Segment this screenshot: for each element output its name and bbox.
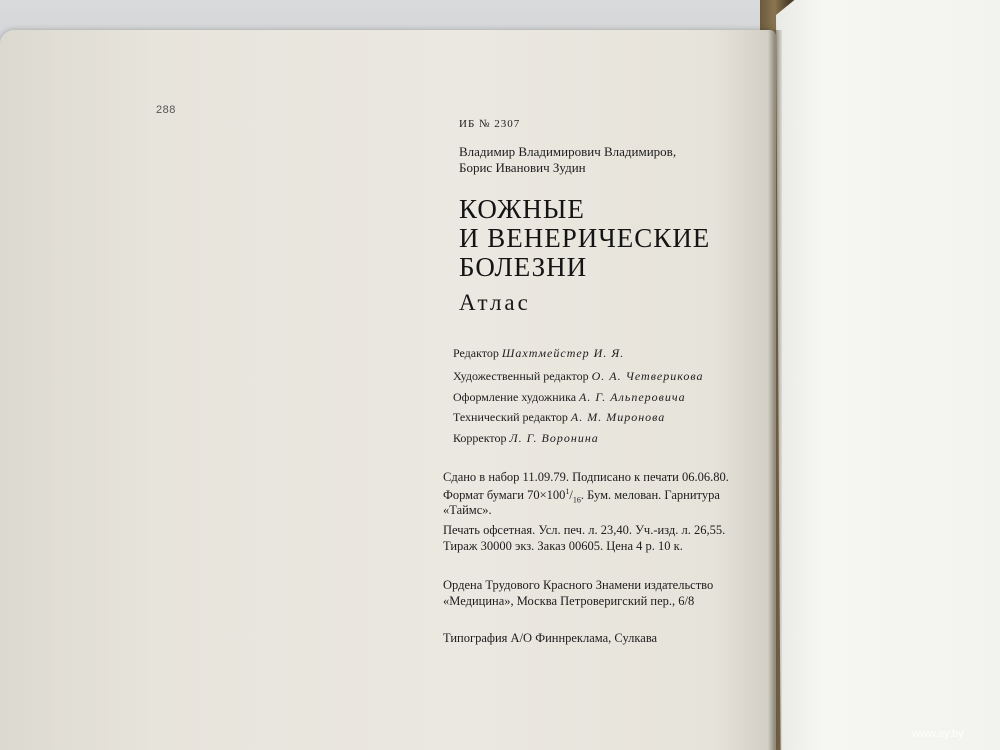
author-line-1: Владимир Владимирович Владимиров,: [459, 144, 677, 159]
staff-name: А. М. Миронова: [570, 410, 666, 424]
staff-role: Редактор: [453, 346, 499, 360]
staff-name: Шахтмейстер И. Я.: [501, 346, 625, 360]
book-title-line-2: И ВЕНЕРИЧЕСКИЕ: [459, 223, 711, 253]
imprint-paper: . Бум. мелован. Гарнитура: [580, 488, 720, 503]
imprint-line-5: Тираж 30000 экз. Заказ 00605. Цена 4 р. 10 к.: [443, 539, 683, 553]
book-subtitle: Атлас: [459, 290, 531, 315]
publisher-line-2: «Медицина», Москва Петроверигский пер., 6/8: [443, 594, 695, 608]
imprint-line-2: Формат бумаги $70\times 100^1/_{16}$. Бум. мелован. Гарнитура: [443, 487, 720, 505]
book-title-line-1: КОЖНЫЕ: [459, 194, 585, 224]
watermark: www.ay.by: [912, 728, 964, 740]
book-title-line-3: БОЛЕЗНИ: [459, 252, 588, 282]
staff-line-proofreader: [453, 431, 599, 446]
imprint-format-sub: 16: [572, 495, 581, 505]
publisher-line-1: Ордена Трудового Красного Знамени издательство: [443, 578, 714, 592]
author-line-2: Борис Иванович Зудин: [459, 160, 586, 175]
ib-number: ИБ № 2307: [459, 118, 521, 130]
staff-line-tech-editor: [453, 410, 665, 425]
staff-name: О. А. Четверикова: [591, 369, 704, 383]
imprint-format-sup: 1: [565, 487, 570, 496]
staff-name: А. Г. Альперовича: [579, 390, 686, 404]
staff-role: Художественный редактор: [453, 369, 589, 383]
staff-name: Л. Г. Воронина: [509, 431, 599, 445]
imprint-line-1: Сдано в набор 11.09.79. Подписано к печати 06.06.80.: [443, 470, 729, 484]
staff-line-design: [453, 390, 686, 405]
imprint-format: Формат бумаги 70×100: [443, 488, 566, 503]
staff-line-editor: [453, 346, 624, 361]
staff-role: Корректор: [453, 431, 507, 445]
staff-role: Технический редактор: [453, 410, 568, 424]
staff-role: Оформление художника: [453, 390, 577, 404]
imprint-line-3: «Таймс».: [443, 503, 492, 517]
page-number: 288: [156, 104, 176, 116]
page-gutter: [768, 30, 782, 750]
imprint-line-4: Печать офсетная. Усл. печ. л. 23,40. Уч.-изд. л. 26,55.: [443, 523, 726, 537]
staff-line-art-editor: [453, 369, 704, 384]
right-page: [776, 0, 1000, 750]
printer-line: Типография А/О Финнреклама, Сулкава: [443, 631, 658, 645]
